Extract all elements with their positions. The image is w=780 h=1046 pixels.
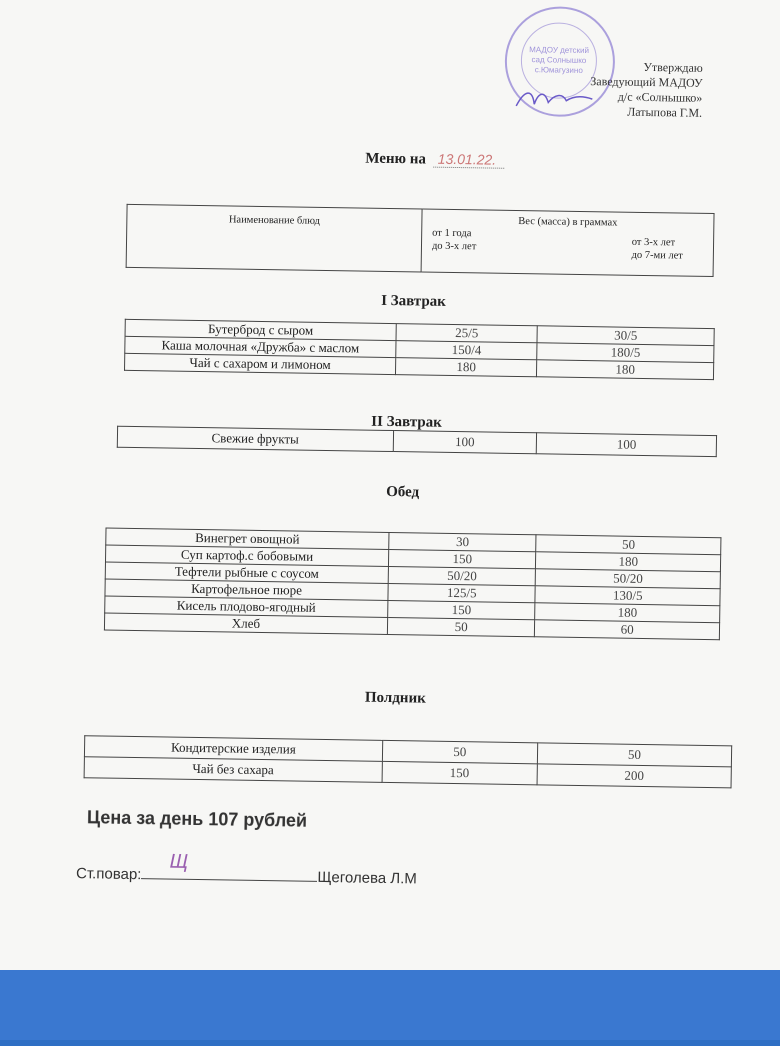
snack-table: [84, 735, 733, 788]
signature-line: [141, 850, 317, 882]
weight-large: 130/5: [535, 586, 720, 606]
header-age1-from: от 1 года: [432, 227, 472, 240]
weight-small: 100: [393, 431, 537, 454]
dish-name: Каша молочная «Дружба» с маслом: [125, 336, 396, 357]
lunch-table: [104, 528, 722, 641]
weight-small: 150/4: [396, 341, 538, 360]
breakfast1-table: [124, 319, 715, 380]
header-age1-to: до 3-х лет: [431, 240, 477, 253]
weight-large: 50: [536, 535, 721, 555]
dish-name: Кисель плодово-ягодный: [105, 596, 388, 617]
approval-line: д/с «Солнышко»: [617, 89, 703, 105]
dish-name: Чай с сахаром и лимоном: [125, 353, 396, 374]
weight-small: 25/5: [396, 324, 538, 343]
approval-line: Заведующий МАДОУ: [590, 74, 703, 90]
approval-line: Латыпова Г.М.: [627, 104, 703, 120]
section-title-breakfast1: I Завтрак: [381, 292, 447, 310]
menu-title: [365, 150, 504, 170]
dish-name: Бутерброд с сыром: [125, 319, 396, 340]
breakfast2-table: [117, 426, 717, 457]
weight-large: 50: [537, 743, 731, 767]
table-row: [117, 426, 716, 456]
weight-small: 30: [389, 532, 537, 551]
dish-name: Винегрет овощной: [106, 528, 389, 549]
weight-small: 50: [387, 617, 535, 636]
weight-large: 100: [537, 433, 717, 457]
approval-block: [590, 59, 703, 121]
weight-small: 150: [388, 549, 536, 568]
header-age2-to: до 7-ми лет: [631, 249, 683, 262]
weight-large: 180: [537, 360, 714, 380]
dish-name: Свежие фрукты: [117, 426, 393, 451]
weight-small: 50: [382, 740, 538, 763]
dish-name: Картофельное пюре: [105, 579, 388, 600]
chef-label: Ст.повар:: [75, 865, 142, 884]
weight-large: 180/5: [537, 343, 714, 363]
weight-large: 200: [537, 764, 731, 788]
weight-small: 150: [382, 761, 538, 784]
dish-name: Тефтели рыбные с соусом: [105, 562, 388, 583]
chef-name: Щеголева Л.М: [317, 868, 417, 888]
weight-large: 180: [536, 552, 721, 572]
daily-price: Цена за день 107 рублей: [86, 807, 308, 831]
header-age2-from: от 3-х лет: [631, 236, 676, 249]
dish-name: Хлеб: [104, 613, 387, 634]
header-table: [126, 204, 715, 277]
dish-name: Чай без сахара: [84, 757, 382, 783]
weight-small: 125/5: [388, 583, 536, 602]
chef-signature-line: [75, 850, 417, 888]
header-weight-label: Вес (масса) в граммах: [518, 215, 618, 229]
section-title-lunch: Обед: [386, 483, 420, 501]
weight-small: 50/20: [388, 566, 536, 585]
weight-large: 60: [535, 620, 720, 640]
director-signature: [514, 82, 594, 113]
header-dish-name: Наименование блюд: [126, 204, 422, 272]
weight-large: 50/20: [536, 569, 721, 589]
chef-signature-mark: Щ: [169, 850, 189, 873]
menu-title-label: Меню на: [365, 150, 427, 168]
dish-name: Суп картоф.с бобовыми: [105, 545, 388, 566]
section-title-breakfast2: II Завтрак: [371, 413, 442, 431]
menu-date: 13.01.22.: [434, 151, 505, 169]
approval-line: Утверждаю: [643, 59, 703, 75]
weight-small: 150: [388, 600, 536, 619]
weight-large: 180: [535, 603, 720, 623]
weight-large: 30/5: [537, 326, 714, 346]
weight-small: 180: [395, 358, 537, 377]
header-weight: [421, 209, 714, 277]
dish-name: Кондитерские изделия: [84, 736, 382, 762]
stamp-text: МАДОУ детский сад Солнышко с.Юмагузино: [520, 22, 597, 99]
section-title-snack: Полдник: [364, 689, 426, 707]
